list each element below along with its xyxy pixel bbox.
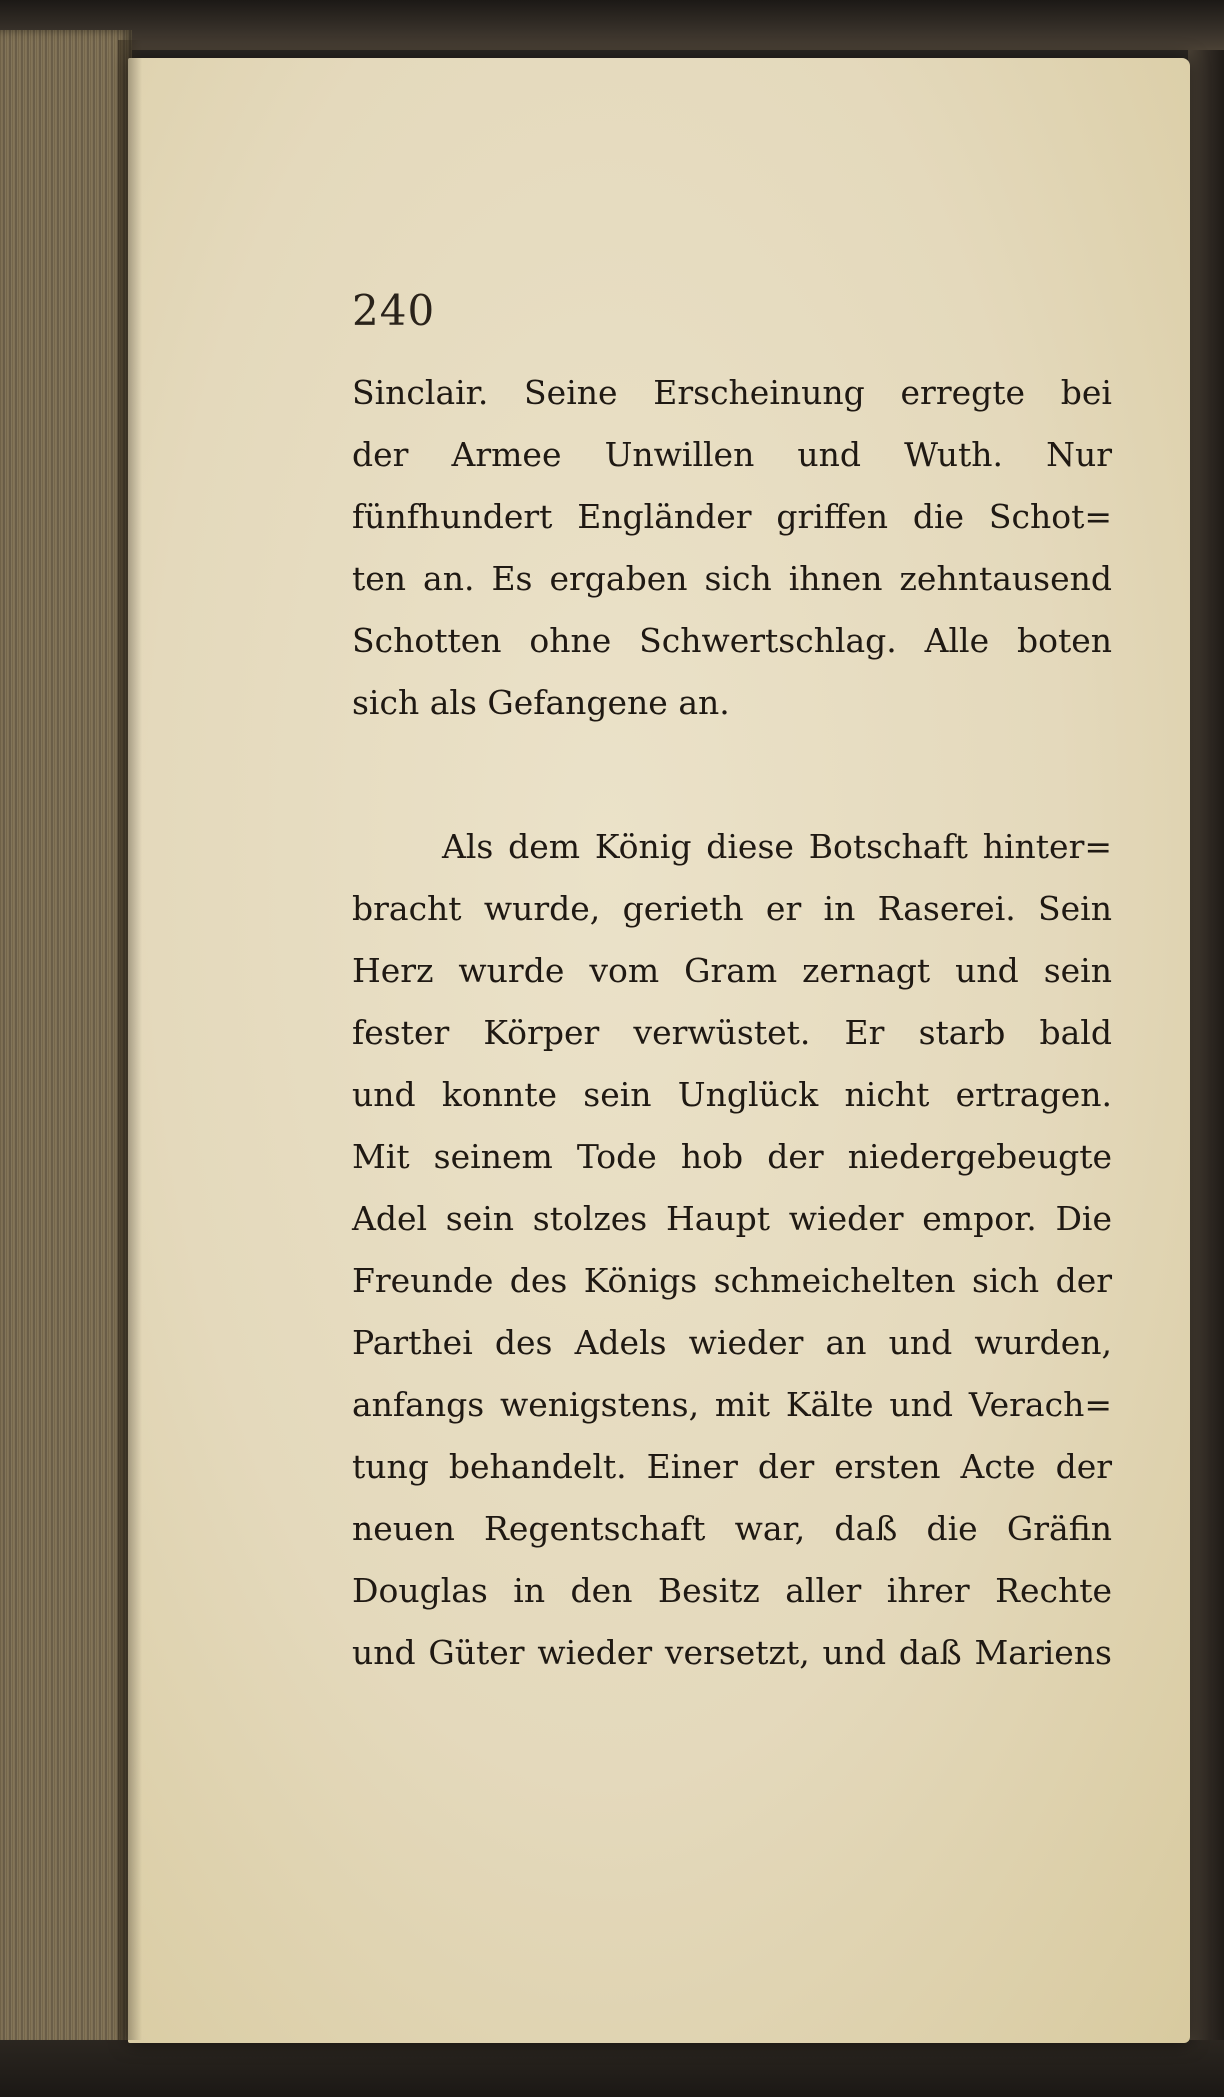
text-line: Mit seinem Tode hob der niedergebeugte bbox=[352, 1137, 1112, 1176]
text-line: Douglas in den Besitz aller ihrer Rechte bbox=[352, 1571, 1112, 1610]
text-line: fester Körper verwüstet. Er starb bald bbox=[352, 1013, 1112, 1052]
text-line: Adel sein stolzes Haupt wieder empor. Die bbox=[352, 1199, 1112, 1238]
book-bottom-edge bbox=[0, 2040, 1224, 2097]
text-line: Freunde des Königs schmeichelten sich der bbox=[352, 1261, 1112, 1300]
text-line: neuen Regentschaft war, daß die Gräfin bbox=[352, 1509, 1112, 1548]
text-line: der Armee Unwillen und Wuth. Nur bbox=[352, 435, 1112, 474]
text-line: bracht wurde, gerieth er in Raserei. Sein bbox=[352, 889, 1112, 928]
text-line: Als dem König diese Botschaft hinter= bbox=[442, 827, 1112, 866]
text-line: Herz wurde vom Gram zernagt und sein bbox=[352, 951, 1112, 990]
text-line: und Güter wieder versetzt, und daß Mariens bbox=[352, 1633, 1112, 1672]
book-top-edge bbox=[0, 0, 1224, 50]
text-line: fünfhundert Engländer griffen die Schot= bbox=[352, 497, 1112, 536]
paragraph-gap bbox=[352, 734, 1112, 816]
text-line: und konnte sein Unglück nicht ertragen. bbox=[352, 1075, 1112, 1114]
paragraph-1 bbox=[352, 362, 1112, 734]
page-stack-edge bbox=[0, 30, 132, 2050]
paragraph-2 bbox=[352, 816, 1112, 1684]
text-line: Parthei des Adels wieder an und wurden, bbox=[352, 1323, 1112, 1362]
text-line: Schotten ohne Schwertschlag. Alle boten bbox=[352, 621, 1112, 660]
body-text bbox=[352, 362, 1112, 1684]
spine-shadow bbox=[118, 40, 142, 2040]
text-line: sich als Gefangene an. bbox=[352, 683, 730, 722]
text-line: Sinclair. Seine Erscheinung erregte bei bbox=[352, 373, 1112, 412]
page-number: 240 bbox=[352, 286, 436, 335]
book-cover-edge bbox=[1188, 50, 1224, 2045]
text-line: ten an. Es ergaben sich ihnen zehntausend bbox=[352, 559, 1112, 598]
text-line: anfangs wenigstens, mit Kälte und Verach= bbox=[352, 1385, 1112, 1424]
text-line: tung behandelt. Einer der ersten Acte der bbox=[352, 1447, 1112, 1486]
